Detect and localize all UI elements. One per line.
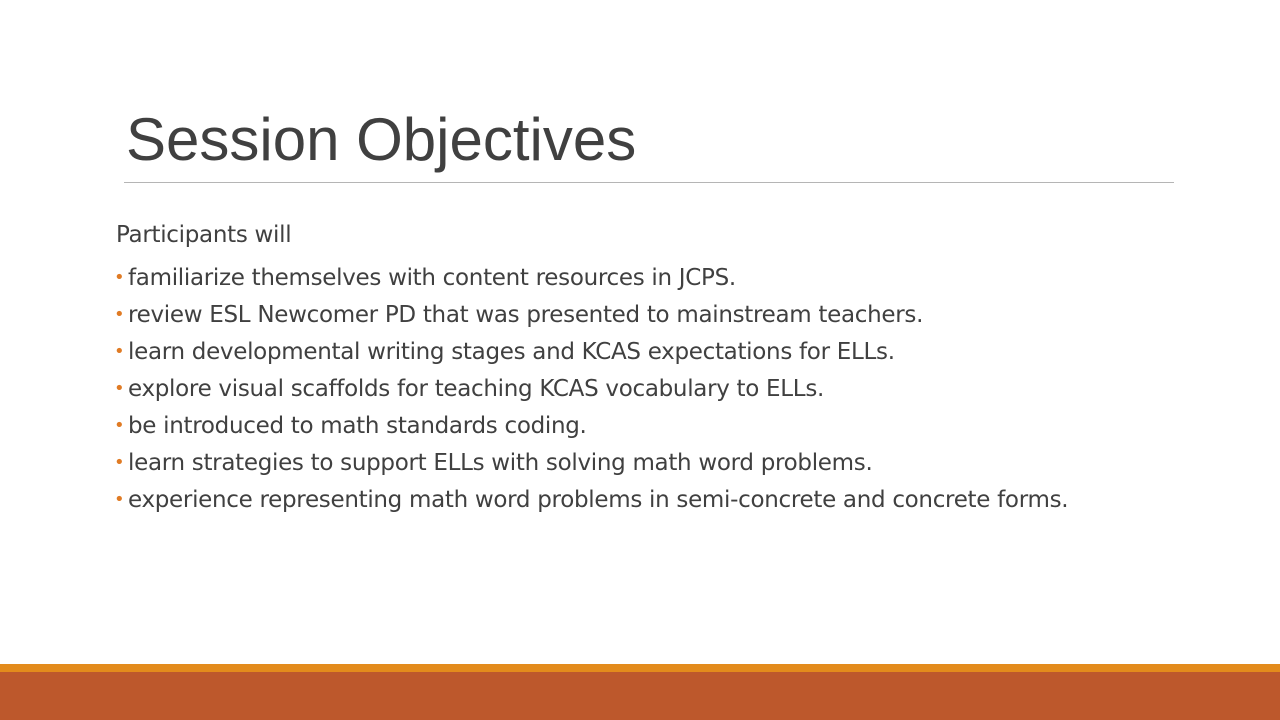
bullet-icon: • xyxy=(114,452,125,473)
list-item xyxy=(116,339,1176,365)
title-divider xyxy=(124,182,1174,183)
objectives-list xyxy=(116,265,1176,513)
bullet-icon: • xyxy=(114,378,125,399)
slide-body xyxy=(116,218,1176,513)
bullet-icon: • xyxy=(114,304,125,325)
bullet-text: experience representing math word problems in semi-concrete and concrete forms. xyxy=(128,487,1069,513)
bullet-icon: • xyxy=(114,341,125,362)
list-item xyxy=(116,487,1176,513)
bullet-text: learn strategies to support ELLs with solving math word problems. xyxy=(128,450,873,476)
list-item xyxy=(116,376,1176,402)
list-item xyxy=(116,450,1176,476)
slide-title: Session Objectives xyxy=(126,106,637,173)
list-item xyxy=(116,413,1176,439)
bullet-icon: • xyxy=(114,415,125,436)
bullet-icon: • xyxy=(114,267,125,288)
bullet-text: familiarize themselves with content resources in JCPS. xyxy=(128,265,736,291)
bullet-icon: • xyxy=(114,489,125,510)
bullet-text: explore visual scaffolds for teaching KCAS vocabulary to ELLs. xyxy=(128,376,825,402)
intro-text: Participants will xyxy=(116,222,292,248)
list-item xyxy=(116,265,1176,291)
footer-accent-stripe xyxy=(0,664,1280,672)
bullet-text: learn developmental writing stages and KCAS expectations for ELLs. xyxy=(128,339,895,365)
bullet-text: review ESL Newcomer PD that was presented to mainstream teachers. xyxy=(128,302,924,328)
bullet-text: be introduced to math standards coding. xyxy=(128,413,587,439)
footer-bar xyxy=(0,672,1280,720)
list-item xyxy=(116,302,1176,328)
